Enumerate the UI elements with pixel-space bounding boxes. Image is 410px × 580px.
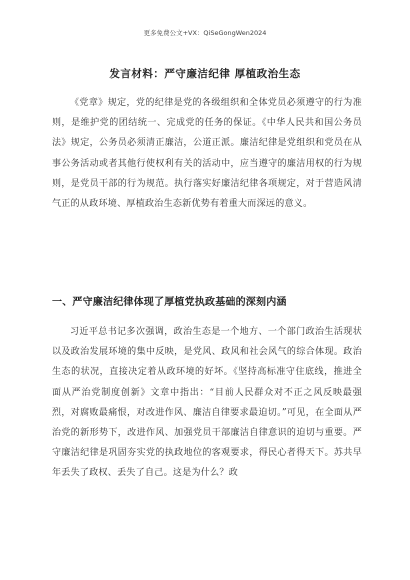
paragraph-section-1: 习近平总书记多次强调，政治生态是一个地方、一个部门政治生活现状以及政治发展环境的集中反映，是党风、政风和社会风气的综合体现。政治生态的状况，直接决定着从政环境的好坏。《坚持高标准守住底线，推进全面从严治党制度创新》文章中指出：“目前人民群众对不正之风反映最强烈，对腐败最痛恨，对改进作风、廉洁自律要求最迫切。”可见，在全面从严治党的新形势下，改进作风、加强党员干部廉洁自律意识的迫切与重要。严守廉洁纪律是巩固夯实党的执政地位的客观要求，得民心者得天下。苏共早年丢失了政权、丢失了自己。这是为什么？政 xyxy=(52,327,362,479)
header-note: 更多免费公文+VX：QiSeGongWen2024 xyxy=(143,29,267,37)
body-section-intro xyxy=(52,93,362,214)
body-section-1 xyxy=(52,322,362,484)
document-title: 发言材料：严守廉洁纪律 厚植政治生态 xyxy=(109,68,301,80)
section-heading-1: 一、严守廉洁纪律体现了厚植党执政基础的深刻内涵 xyxy=(52,297,287,308)
paragraph-intro: 《党章》规定，党的纪律是党的各级组织和全体党员必须遵守的行为准则，是维护党的团结统一、完成党的任务的保证。《中华人民共和国公务员法》规定，公务员必须清正廉洁，公道正派。廉洁纪律是党组织和党员在从事公务活动或者其他行使权利有关的活动中，应当遵守的廉洁用权的行为规则，是党员干部的行为规范。执行落实好廉洁纪律各项规定，对于营造风清气正的从政环境、厚植政治生态新优势有着重大而深远的意义。 xyxy=(52,98,362,210)
